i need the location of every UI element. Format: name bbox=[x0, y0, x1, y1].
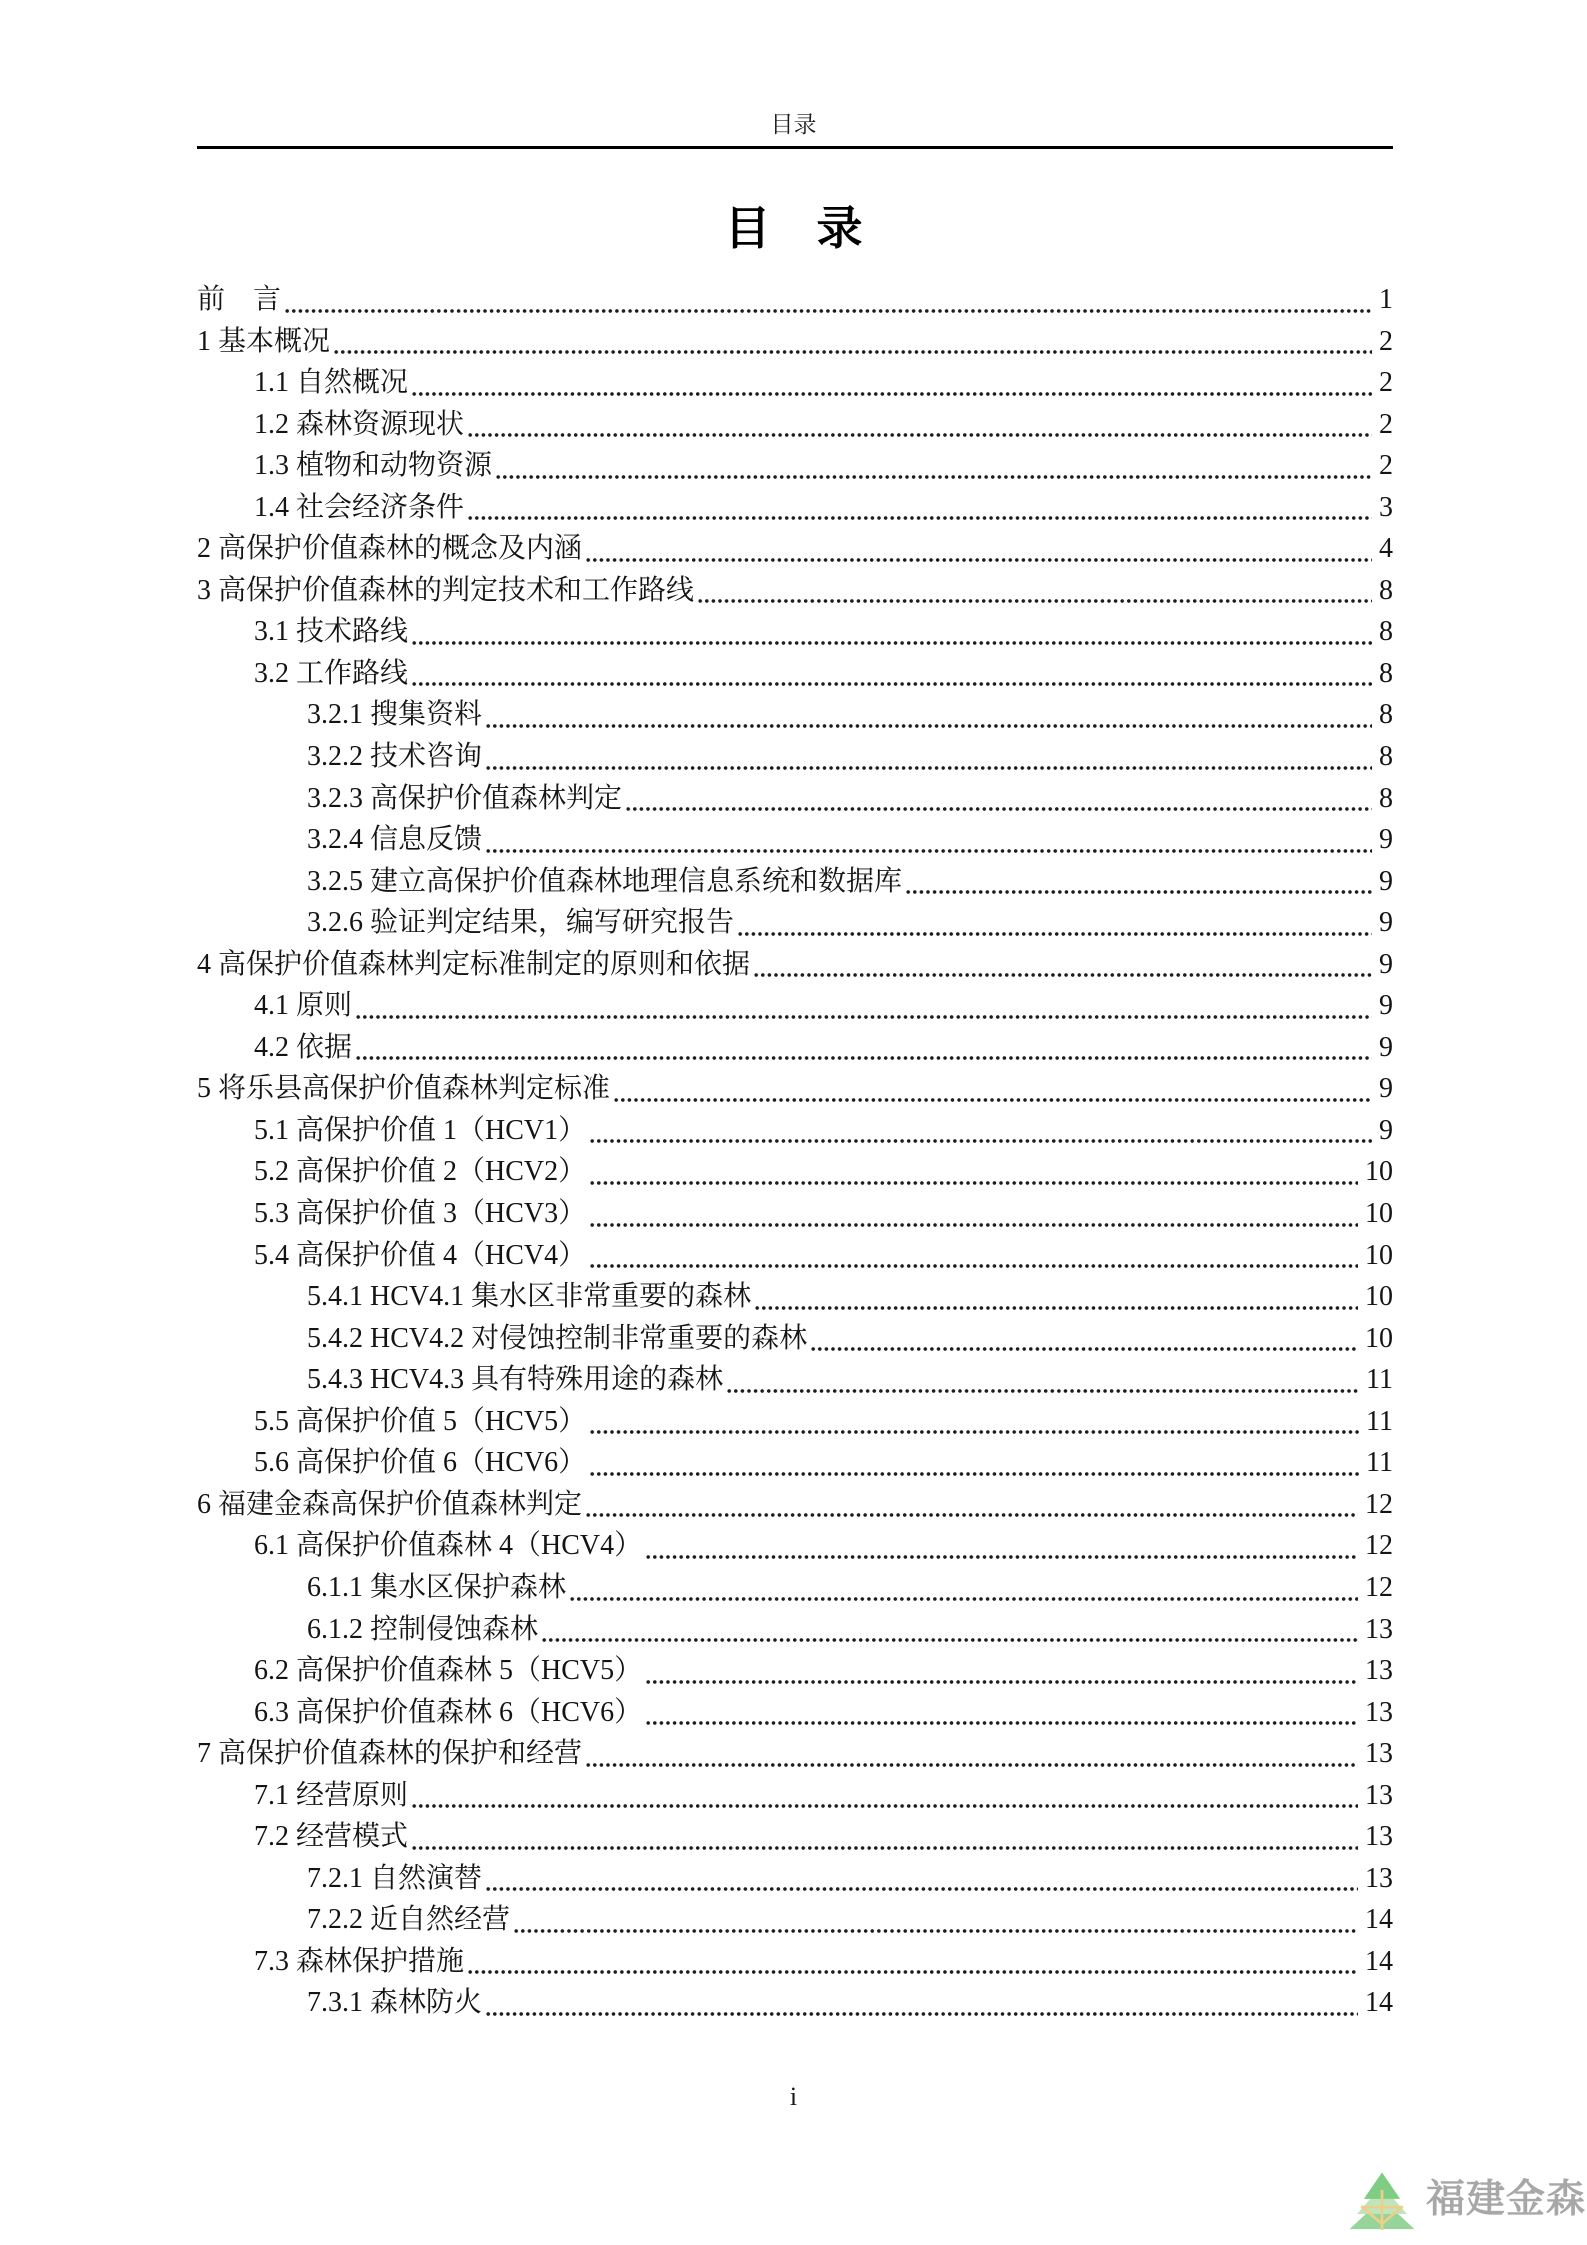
toc-entry-label: 3.2.6 验证判定结果，编写研究报告 bbox=[307, 907, 735, 939]
toc-entry-label: 5.5 高保护价值 5（HCV5） bbox=[254, 1405, 587, 1437]
toc-entry[interactable] bbox=[197, 1401, 1393, 1443]
dot-leader bbox=[646, 1679, 1358, 1685]
dot-leader bbox=[614, 1097, 1372, 1103]
toc-entry-page: 9 bbox=[1379, 1114, 1393, 1146]
pine-tree-logo-icon bbox=[1348, 2170, 1416, 2230]
dot-leader bbox=[356, 1014, 1372, 1020]
toc-entry[interactable] bbox=[197, 1816, 1393, 1858]
toc-entry-page: 10 bbox=[1365, 1322, 1393, 1354]
toc-entry-page: 9 bbox=[1379, 948, 1393, 980]
dot-leader bbox=[590, 1263, 1358, 1269]
toc-entry-label: 7.3 森林保护措施 bbox=[254, 1945, 465, 1977]
dot-leader bbox=[590, 1429, 1359, 1435]
toc-entry[interactable] bbox=[197, 653, 1393, 695]
toc-entry[interactable] bbox=[197, 1733, 1393, 1775]
toc-entry-label: 4.1 原则 bbox=[254, 990, 353, 1022]
dot-leader bbox=[412, 1845, 1358, 1851]
toc-entry-page: 10 bbox=[1365, 1281, 1393, 1313]
footer-page-number: i bbox=[789, 2082, 798, 2111]
toc-entry-label: 1.1 自然概况 bbox=[254, 367, 409, 399]
dot-leader bbox=[738, 931, 1372, 937]
dot-leader bbox=[412, 640, 1372, 646]
toc-entry[interactable] bbox=[197, 1775, 1393, 1817]
toc-entry-page: 2 bbox=[1379, 408, 1393, 440]
toc-entry-page: 8 bbox=[1379, 574, 1393, 606]
dot-leader bbox=[486, 723, 1372, 729]
toc-entry-page: 2 bbox=[1379, 450, 1393, 482]
dot-leader bbox=[586, 1512, 1358, 1518]
toc-entry[interactable] bbox=[197, 487, 1393, 529]
dot-leader bbox=[590, 1222, 1358, 1228]
toc-entry[interactable] bbox=[197, 570, 1393, 612]
toc-entry-page: 9 bbox=[1379, 907, 1393, 939]
dot-leader bbox=[486, 2011, 1358, 2017]
toc-entry[interactable] bbox=[197, 1110, 1393, 1152]
dot-leader bbox=[412, 681, 1372, 687]
toc-entry[interactable] bbox=[197, 1359, 1393, 1401]
toc-entry[interactable] bbox=[197, 611, 1393, 653]
logo-text: 福建金森 bbox=[1426, 2178, 1587, 2221]
toc-entry-page: 10 bbox=[1365, 1239, 1393, 1271]
toc-entry[interactable] bbox=[197, 1567, 1393, 1609]
toc-entry-label: 5.4 高保护价值 4（HCV4） bbox=[254, 1239, 587, 1271]
toc-entry[interactable] bbox=[197, 1484, 1393, 1526]
toc-entry[interactable] bbox=[197, 404, 1393, 446]
dot-leader bbox=[514, 1928, 1358, 1934]
dot-leader bbox=[646, 1720, 1358, 1726]
toc-entry-label: 5.3 高保护价值 3（HCV3） bbox=[254, 1198, 587, 1230]
toc-entry[interactable] bbox=[197, 1858, 1393, 1900]
toc-entry-label: 1.2 森林资源现状 bbox=[254, 408, 465, 440]
toc-entry-label: 1.3 植物和动物资源 bbox=[254, 450, 493, 482]
toc-entry-page: 9 bbox=[1379, 865, 1393, 897]
toc-entry-label: 7.2.1 自然演替 bbox=[307, 1862, 483, 1894]
toc-entry-page: 13 bbox=[1365, 1779, 1393, 1811]
toc-entry-page: 9 bbox=[1379, 990, 1393, 1022]
toc-entry-page: 13 bbox=[1365, 1738, 1393, 1770]
toc-entry[interactable] bbox=[197, 819, 1393, 861]
dot-leader bbox=[412, 391, 1372, 397]
toc-entry[interactable] bbox=[197, 1525, 1393, 1567]
toc-entry-page: 11 bbox=[1366, 1447, 1393, 1479]
toc-list bbox=[197, 279, 1393, 2024]
dot-leader bbox=[570, 1596, 1358, 1602]
toc-entry-page: 14 bbox=[1365, 1945, 1393, 1977]
toc-entry-label: 1 基本概况 bbox=[197, 325, 331, 357]
toc-entry[interactable] bbox=[197, 1027, 1393, 1069]
dot-leader bbox=[334, 349, 1372, 355]
toc-entry[interactable] bbox=[197, 1609, 1393, 1651]
dot-leader bbox=[468, 432, 1372, 438]
dot-leader bbox=[646, 1554, 1358, 1560]
dot-leader bbox=[486, 1886, 1358, 1892]
toc-entry-page: 13 bbox=[1365, 1655, 1393, 1687]
toc-entry[interactable] bbox=[197, 944, 1393, 986]
toc-entry-page: 13 bbox=[1365, 1613, 1393, 1645]
toc-entry-label: 3.2.3 高保护价值森林判定 bbox=[307, 782, 623, 814]
toc-entry-page: 4 bbox=[1379, 533, 1393, 565]
dot-leader bbox=[468, 1969, 1358, 1975]
header-rule bbox=[197, 146, 1393, 149]
dot-leader bbox=[486, 765, 1372, 771]
dot-leader bbox=[586, 557, 1372, 563]
toc-entry-page: 2 bbox=[1379, 367, 1393, 399]
dot-leader bbox=[356, 1055, 1372, 1061]
toc-entry[interactable] bbox=[197, 321, 1393, 363]
toc-entry-label: 2 高保护价值森林的概念及内涵 bbox=[197, 533, 583, 565]
toc-entry-label: 3.2 工作路线 bbox=[254, 657, 409, 689]
dot-leader bbox=[754, 972, 1372, 978]
toc-entry-label: 5.4.3 HCV4.3 具有特殊用途的森林 bbox=[307, 1364, 724, 1396]
toc-entry-label: 5.2 高保护价值 2（HCV2） bbox=[254, 1156, 587, 1188]
toc-entry-label: 4.2 依据 bbox=[254, 1031, 353, 1063]
toc-entry-page: 13 bbox=[1365, 1821, 1393, 1853]
toc-entry-label: 5 将乐县高保护价值森林判定标准 bbox=[197, 1073, 611, 1105]
toc-entry-label: 7.2.2 近自然经营 bbox=[307, 1904, 511, 1936]
toc-entry[interactable] bbox=[197, 1151, 1393, 1193]
dot-leader bbox=[412, 1803, 1358, 1809]
toc-entry-page: 9 bbox=[1379, 1031, 1393, 1063]
toc-entry-label: 5.4.1 HCV4.1 集水区非常重要的森林 bbox=[307, 1281, 752, 1313]
toc-entry-label: 6.1.2 控制侵蚀森林 bbox=[307, 1613, 539, 1645]
toc-entry[interactable] bbox=[197, 1442, 1393, 1484]
dot-leader bbox=[542, 1637, 1358, 1643]
toc-entry[interactable] bbox=[197, 279, 1393, 321]
toc-entry-label: 7 高保护价值森林的保护和经营 bbox=[197, 1738, 583, 1770]
dot-leader bbox=[811, 1346, 1358, 1352]
running-header: 目录 bbox=[770, 112, 817, 137]
toc-entry-page: 8 bbox=[1379, 657, 1393, 689]
toc-entry[interactable] bbox=[197, 1982, 1393, 2024]
toc-entry-page: 9 bbox=[1379, 1073, 1393, 1105]
toc-entry-label: 5.1 高保护价值 1（HCV1） bbox=[254, 1114, 587, 1146]
toc-entry[interactable] bbox=[197, 902, 1393, 944]
toc-entry-label: 7.1 经营原则 bbox=[254, 1779, 409, 1811]
toc-entry[interactable] bbox=[197, 985, 1393, 1027]
dot-leader bbox=[727, 1388, 1359, 1394]
toc-entry-label: 7.3.1 森林防火 bbox=[307, 1987, 483, 2019]
dot-leader bbox=[906, 889, 1372, 895]
toc-entry-label: 6.1.1 集水区保护森林 bbox=[307, 1571, 567, 1603]
toc-entry-label: 4 高保护价值森林判定标准制定的原则和依据 bbox=[197, 948, 751, 980]
toc-entry-label: 3.2.5 建立高保护价值森林地理信息系统和数据库 bbox=[307, 865, 903, 897]
toc-entry[interactable] bbox=[197, 1235, 1393, 1277]
toc-entry[interactable] bbox=[197, 445, 1393, 487]
toc-entry-label: 7.2 经营模式 bbox=[254, 1821, 409, 1853]
toc-entry-label: 5.6 高保护价值 6（HCV6） bbox=[254, 1447, 587, 1479]
toc-entry-label: 3.2.1 搜集资料 bbox=[307, 699, 483, 731]
toc-entry-page: 8 bbox=[1379, 782, 1393, 814]
toc-entry-page: 10 bbox=[1365, 1198, 1393, 1230]
toc-entry-page: 8 bbox=[1379, 699, 1393, 731]
toc-entry-page: 11 bbox=[1366, 1364, 1393, 1396]
toc-entry-label: 1.4 社会经济条件 bbox=[254, 491, 465, 523]
toc-entry[interactable] bbox=[197, 1899, 1393, 1941]
toc-entry-label: 3.2.4 信息反馈 bbox=[307, 824, 483, 856]
toc-entry-label: 前 言 bbox=[197, 284, 282, 315]
toc-entry[interactable] bbox=[197, 1318, 1393, 1360]
toc-entry-page: 12 bbox=[1365, 1530, 1393, 1562]
toc-entry-label: 6 福建金森高保护价值森林判定 bbox=[197, 1488, 583, 1520]
toc-entry-page: 9 bbox=[1379, 824, 1393, 856]
toc-entry-page: 13 bbox=[1365, 1862, 1393, 1894]
toc-entry-page: 14 bbox=[1365, 1987, 1393, 2019]
dot-leader bbox=[590, 1471, 1359, 1477]
toc-entry[interactable] bbox=[197, 1068, 1393, 1110]
toc-entry-page: 3 bbox=[1379, 491, 1393, 523]
toc-entry-label: 3.1 技术路线 bbox=[254, 616, 409, 648]
toc-entry[interactable] bbox=[197, 362, 1393, 404]
toc-entry-page: 12 bbox=[1365, 1488, 1393, 1520]
toc-entry[interactable] bbox=[197, 694, 1393, 736]
toc-entry-page: 8 bbox=[1379, 741, 1393, 773]
toc-entry[interactable] bbox=[197, 1692, 1393, 1734]
toc-entry[interactable] bbox=[197, 1276, 1393, 1318]
toc-entry-label: 6.1 高保护价值森林 4（HCV4） bbox=[254, 1530, 643, 1562]
dot-leader bbox=[496, 474, 1372, 480]
dot-leader bbox=[590, 1180, 1358, 1186]
toc-entry[interactable] bbox=[197, 778, 1393, 820]
dot-leader bbox=[486, 848, 1372, 854]
page-title: 目 录 bbox=[724, 203, 863, 254]
dot-leader bbox=[626, 806, 1372, 812]
company-logo bbox=[1348, 2170, 1586, 2230]
toc-entry-page: 1 bbox=[1379, 284, 1393, 315]
toc-entry[interactable] bbox=[197, 1650, 1393, 1692]
dot-leader bbox=[698, 598, 1372, 604]
toc-entry-page: 13 bbox=[1365, 1696, 1393, 1728]
dot-leader bbox=[586, 1762, 1358, 1768]
dot-leader bbox=[755, 1305, 1358, 1311]
toc-entry-label: 5.4.2 HCV4.2 对侵蚀控制非常重要的森林 bbox=[307, 1322, 808, 1354]
toc-entry[interactable] bbox=[197, 528, 1393, 570]
toc-entry[interactable] bbox=[197, 1193, 1393, 1235]
toc-entry-page: 14 bbox=[1365, 1904, 1393, 1936]
dot-leader bbox=[468, 515, 1372, 521]
toc-entry-page: 11 bbox=[1366, 1405, 1393, 1437]
toc-entry-label: 6.3 高保护价值森林 6（HCV6） bbox=[254, 1696, 643, 1728]
toc-entry-label: 3 高保护价值森林的判定技术和工作路线 bbox=[197, 574, 695, 606]
toc-entry-page: 10 bbox=[1365, 1156, 1393, 1188]
toc-entry[interactable] bbox=[197, 736, 1393, 778]
toc-entry-page: 12 bbox=[1365, 1571, 1393, 1603]
toc-entry-label: 3.2.2 技术咨询 bbox=[307, 741, 483, 773]
toc-entry-page: 2 bbox=[1379, 325, 1393, 357]
dot-leader bbox=[285, 308, 1372, 314]
toc-entry[interactable] bbox=[197, 861, 1393, 903]
toc-entry[interactable] bbox=[197, 1941, 1393, 1983]
toc-entry-label: 6.2 高保护价值森林 5（HCV5） bbox=[254, 1655, 643, 1687]
toc-entry-page: 8 bbox=[1379, 616, 1393, 648]
dot-leader bbox=[590, 1138, 1372, 1144]
